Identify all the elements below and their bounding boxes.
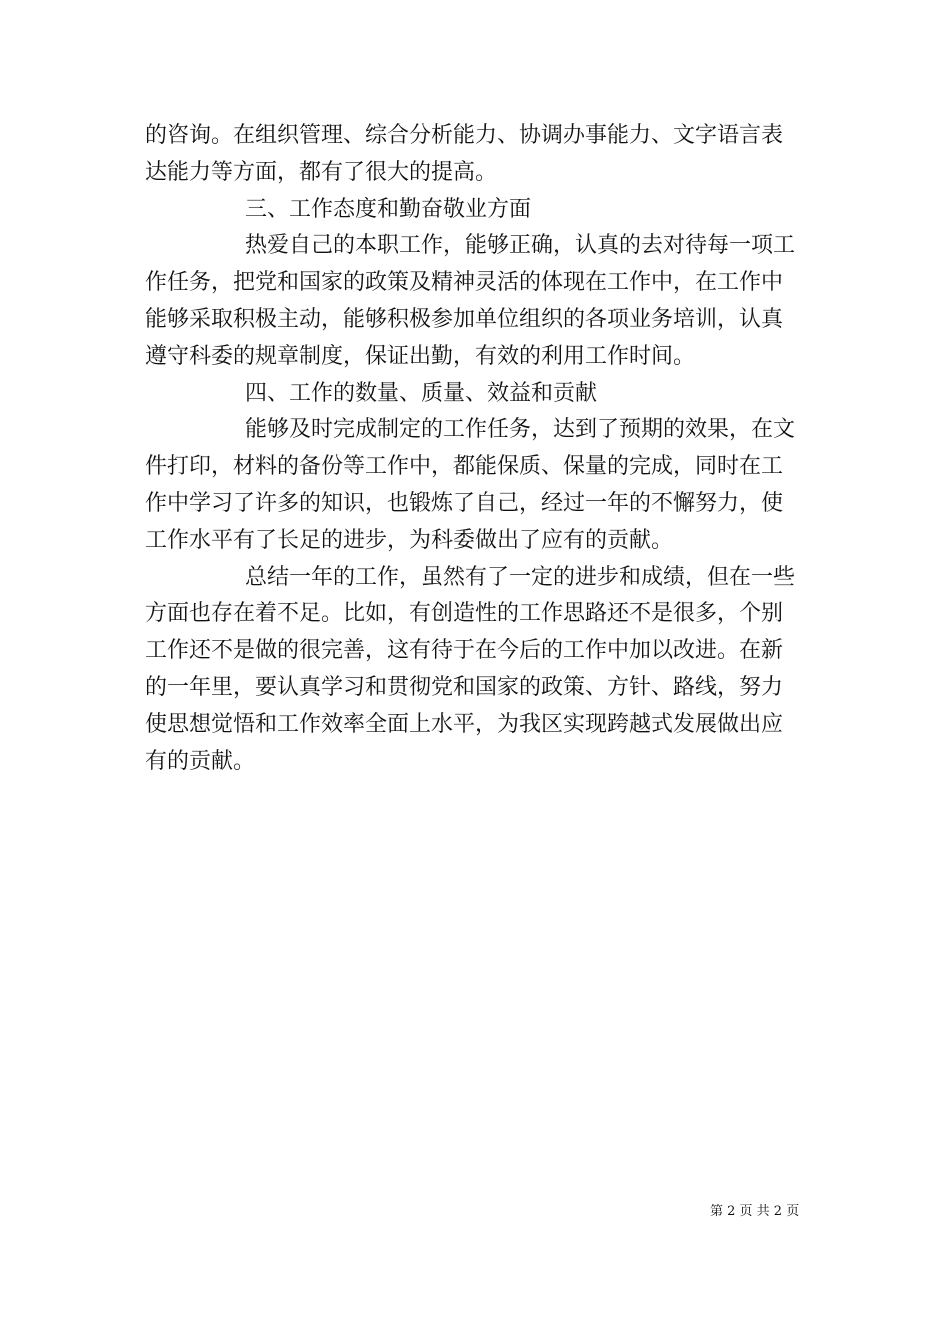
body-line: 工作还不是做的很完善，这有待于在今后的工作中加以改进。在新 [145, 638, 784, 664]
body-line: 的咨询。在组织管理、综合分析能力、协调办事能力、文字语言表 [145, 123, 784, 148]
body-line: 达能力等方面，都有了很大的提高。 [145, 159, 498, 185]
body-line: 作中学习了许多的知识，也锻炼了自己，经过一年的不懈努力，使 [145, 490, 784, 516]
body-line: 件打印，材料的备份等工作中，都能保质、保量的完成，同时在工 [145, 454, 784, 480]
section-heading-4: 四、工作的数量、质量、效益和贡献 [245, 380, 598, 406]
body-line: 方面也存在着不足。比如，有创造性的工作思路还不是很多，个别 [145, 601, 784, 627]
body-line: 使思想觉悟和工作效率全面上水平，为我区实现跨越式发展做出应 [145, 711, 784, 737]
body-line: 的一年里，要认真学习和贯彻党和国家的政策、方针、路线，努力 [145, 674, 784, 700]
body-line: 有的贡献。 [145, 748, 256, 774]
document-body [145, 118, 805, 780]
section-heading-3: 三、工作态度和勤奋敬业方面 [245, 196, 532, 222]
page-number-footer: 第 2 页 共 2 页 [710, 1204, 800, 1219]
body-line: 遵守科委的规章制度，保证出勤，有效的利用工作时间。 [145, 343, 696, 369]
body-line: 作任务，把党和国家的政策及精神灵活的体现在工作中，在工作中 [145, 270, 784, 296]
body-line: 总结一年的工作，虽然有了一定的进步和成绩，但在一些 [245, 564, 796, 590]
body-line: 热爱自己的本职工作，能够正确，认真的去对待每一项工 [245, 233, 796, 259]
body-line: 能够采取积极主动，能够积极参加单位组织的各项业务培训，认真 [145, 306, 784, 332]
body-line: 能够及时完成制定的工作任务，达到了预期的效果，在文 [245, 417, 796, 443]
body-line: 工作水平有了长足的进步，为科委做出了应有的贡献。 [145, 527, 674, 553]
